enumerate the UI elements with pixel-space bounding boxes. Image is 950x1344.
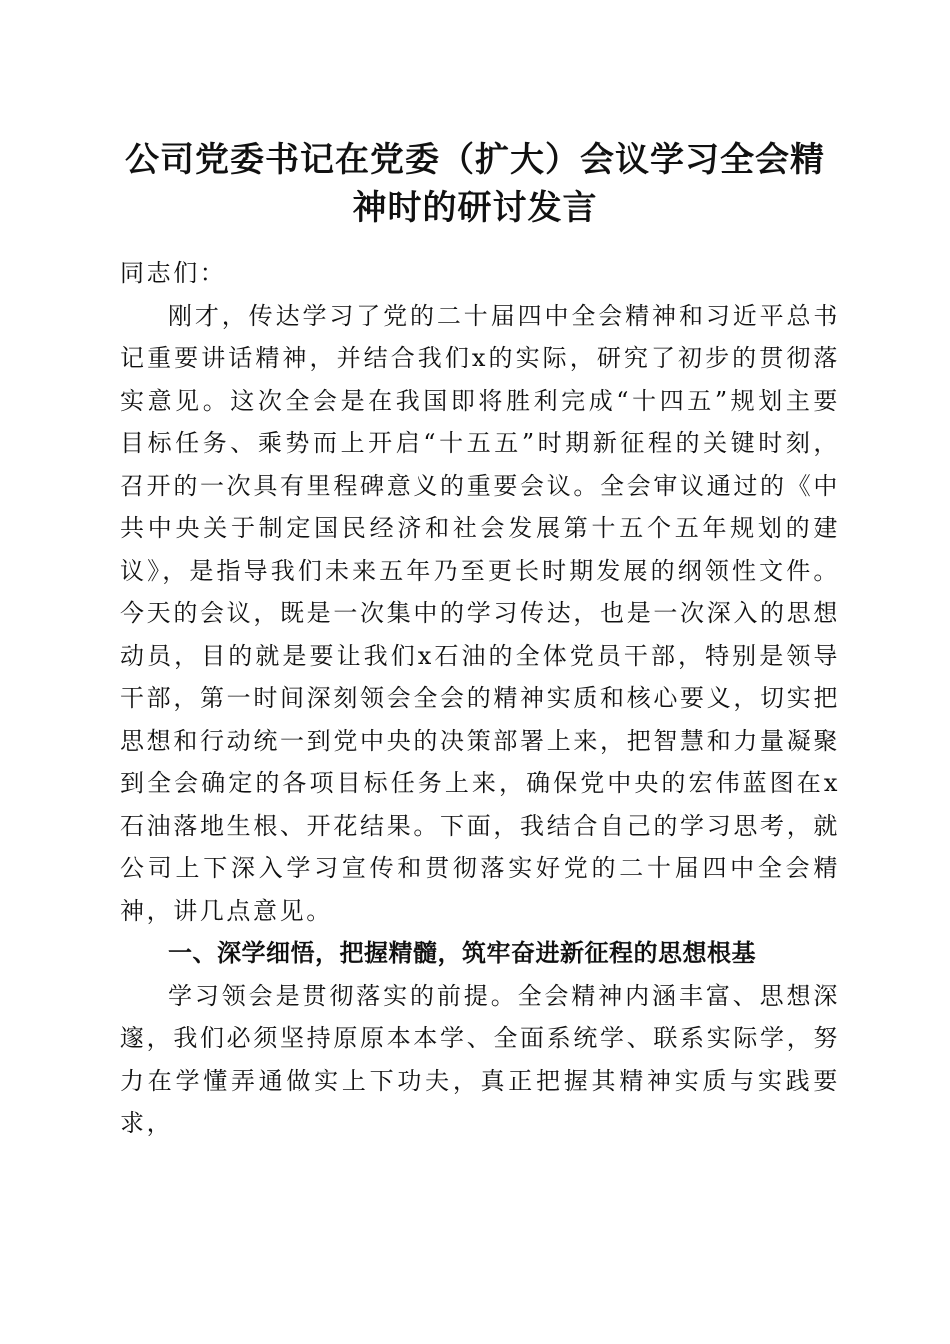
document-title — [100, 136, 850, 232]
document-body — [120, 252, 840, 1145]
salutation: 同志们： — [120, 259, 227, 287]
section-heading-1: 一、深学细悟，把握精髓，筑牢奋进新征程的思想根基 — [168, 939, 756, 967]
title-line-2: 神时的研讨发言 — [352, 188, 598, 228]
section-1-paragraph: 学习领会是贯彻落实的前提。全会精神内涵丰富、思想深邃，我们必须坚持原原本本学、全面系统学、联系实际学，努力在学懂弄通做实上下功夫，真正把握其精神实质与实践要求， — [120, 981, 840, 1137]
opening-paragraph: 刚才，传达学习了党的二十届四中全会精神和习近平总书记重要讲话精神，并结合我们x的实际，研究了初步的贯彻落实意见。这次全会是在我国即将胜利完成“十四五”规划主要目标任务、乘势而上开启“十五五”时期新征程的关键时刻，召开的一次具有里程碑意义的重要会议。全会审议通过的《中共中央关于制定国民经济和社会发展第十五个五年规划的建议》，是指导我们未来五年乃至更长时期发展的纲领性文件。今天的会议，既是一次集中的学习传达，也是一次深入的思想动员，目的就是要让我们x石油的全体党员干部，特别是领导干部，第一时间深刻领会全会的精神实质和核心要义，切实把思想和行动统一到党中央的决策部署上来，把智慧和力量凝聚到全会确定的各项目标任务上来，确保党中央的宏伟蓝图在x石油落地生根、开花结果。下面，我结合自己的学习思考，就公司上下深入学习宣传和贯彻落实好党的二十届四中全会精神，讲几点意见。 — [120, 301, 840, 925]
title-line-1: 公司党委书记在党委（扩大）会议学习全会精 — [125, 140, 825, 180]
